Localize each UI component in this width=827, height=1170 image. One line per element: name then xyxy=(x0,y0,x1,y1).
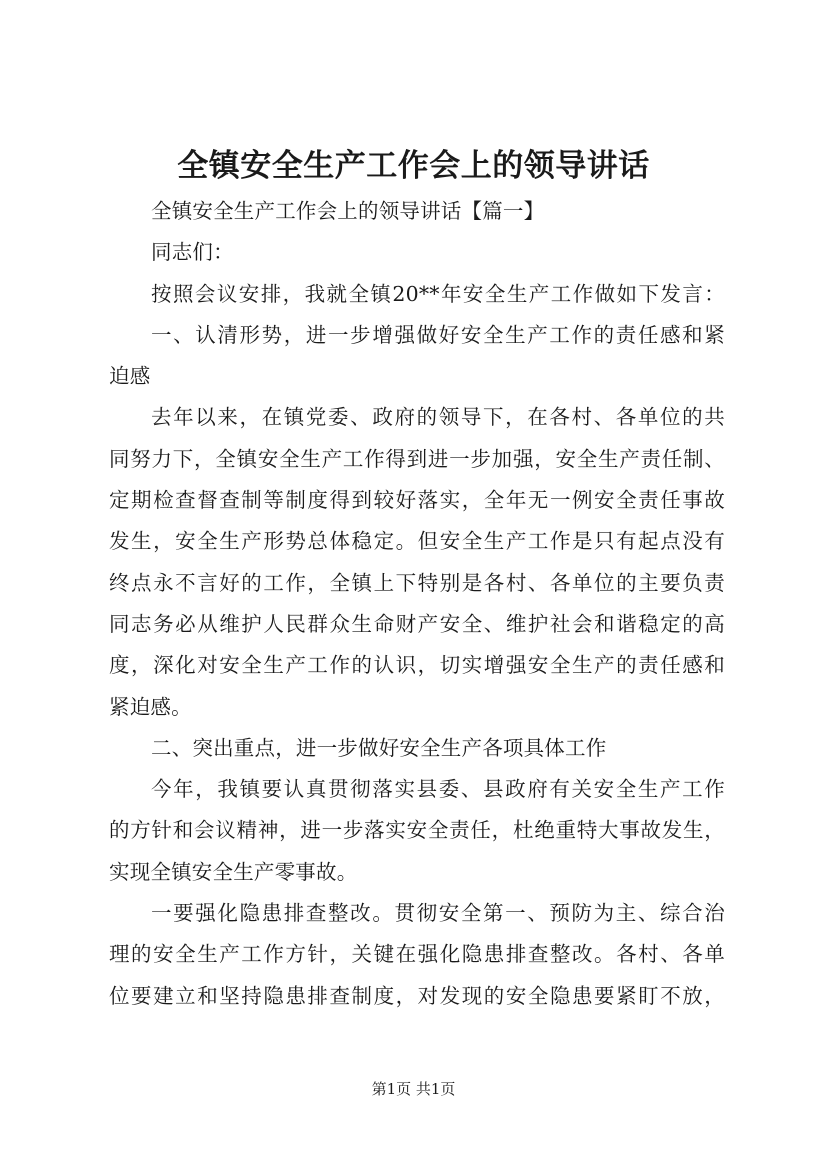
page-footer: 第1页 共1页 xyxy=(371,1080,456,1098)
text-line: 迫感 xyxy=(109,364,151,389)
text-line: 全镇安全生产工作会上的领导讲话【篇一】 xyxy=(151,199,545,223)
text-line: 按照会议安排，我就全镇20**年安全生产工作做如下发言： xyxy=(151,281,725,306)
text-line: 定期检查督查制等制度得到较好落实，全年无一例安全责任事故 xyxy=(109,488,725,513)
text-line: 同志们： xyxy=(151,240,234,265)
text-line: 紧迫感。 xyxy=(109,694,192,719)
text-line: 的方针和会议精神，进一步落实安全责任，杜绝重特大事故发生， xyxy=(109,818,725,843)
text-line: 同志务必从维护人民群众生命财产安全、维护社会和谐稳定的高 xyxy=(109,611,725,636)
document-title: 全镇安全生产工作会上的领导讲话 xyxy=(177,148,650,184)
text-line: 度，深化对安全生产工作的认识，切实增强安全生产的责任感和 xyxy=(109,653,725,678)
text-line: 发生，安全生产形势总体稳定。但安全生产工作是只有起点没有 xyxy=(109,529,725,554)
text-line: 理的安全生产工作方针，关键在强化隐患排查整改。各村、各单 xyxy=(109,942,725,967)
document-body xyxy=(109,191,725,1017)
text-line: 位要建立和坚持隐患排查制度，对发现的安全隐患要紧盯不放， xyxy=(109,983,725,1008)
text-line: 今年，我镇要认真贯彻落实县委、县政府有关安全生产工作 xyxy=(151,777,725,802)
text-line: 一、认清形势，进一步增强做好安全生产工作的责任感和紧 xyxy=(151,322,725,347)
text-line: 终点永不言好的工作，全镇上下特别是各村、各单位的主要负责 xyxy=(109,570,725,595)
text-line: 去年以来，在镇党委、政府的领导下，在各村、各单位的共 xyxy=(151,405,725,430)
text-line: 二、突出重点，进一步做好安全生产各项具体工作 xyxy=(151,735,607,760)
text-line: 同努力下，全镇安全生产工作得到进一步加强，安全生产责任制、 xyxy=(109,446,725,471)
text-line: 实现全镇安全生产零事故。 xyxy=(109,859,358,884)
text-line: 一要强化隐患排查整改。贯彻安全第一、预防为主、综合治 xyxy=(151,901,725,926)
